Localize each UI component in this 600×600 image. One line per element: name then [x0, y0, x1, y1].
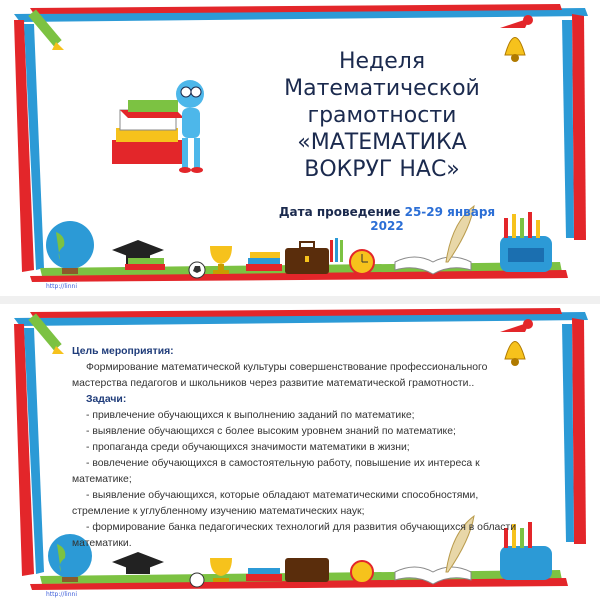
- task-item: - пропаганда среди обучающихся значимости математики в жизни;: [86, 442, 410, 453]
- date-value: 25-29 января 2022: [370, 205, 496, 233]
- task-item: - выявление обучающихся, которые обладают математическими способностями, стремление к углубленному изучению математических наук;: [72, 490, 479, 517]
- soccer-ball-icon: [190, 573, 204, 587]
- task-item: - вовлечение обучающихся в самостоятельную работу, повышение их интереса к математике;: [72, 458, 480, 485]
- event-date: [262, 205, 512, 233]
- trophy-icon: [210, 558, 232, 582]
- title-line: «МАТЕМАТИКА: [297, 130, 467, 155]
- task-item: - формирование банка педагогических технологий для развития обучающихся в области математики.: [72, 522, 517, 549]
- title-line: ВОКРУГ НАС»: [304, 157, 460, 182]
- slide-separator: [0, 296, 600, 304]
- briefcase-icon: [285, 558, 329, 582]
- task-item: - привлечение обучающихся к выполнению заданий по математике;: [86, 410, 415, 421]
- title-slide: [0, 0, 600, 296]
- goals-slide: [0, 304, 600, 600]
- tasks-heading: Задачи:: [86, 394, 127, 405]
- goal-heading: Цель мероприятия:: [72, 346, 174, 357]
- pencils-cup-icon: [330, 238, 343, 262]
- globe-icon: [46, 221, 94, 274]
- books-icon: [112, 100, 184, 164]
- source-url: http://linni: [46, 283, 77, 290]
- title-line: Неделя: [338, 49, 426, 74]
- clock-icon: [350, 250, 374, 274]
- goals-text: [72, 344, 526, 552]
- title-line: грамотности: [307, 103, 457, 128]
- books-icon: [246, 568, 282, 581]
- bell-icon: [500, 15, 533, 62]
- books-stack-icon: [125, 258, 165, 270]
- page-title: [262, 48, 502, 183]
- title-line: Математической: [284, 76, 480, 101]
- soccer-ball-icon: [189, 262, 205, 278]
- goal-paragraph: Формирование математической культуры совершенствование профессионального мастерства педагогов и школьников через развитие математической грамотности..: [72, 362, 488, 389]
- date-label: Дата проведение: [278, 205, 401, 219]
- books-icon-2: [246, 252, 282, 271]
- clock-icon: [351, 561, 373, 583]
- task-item: - выявление обучающихся с более высоким уровнем знаний по математике;: [86, 426, 456, 437]
- graduation-cap-icon: [112, 552, 164, 574]
- source-url: http://linni: [46, 591, 77, 598]
- briefcase-icon: [285, 242, 329, 274]
